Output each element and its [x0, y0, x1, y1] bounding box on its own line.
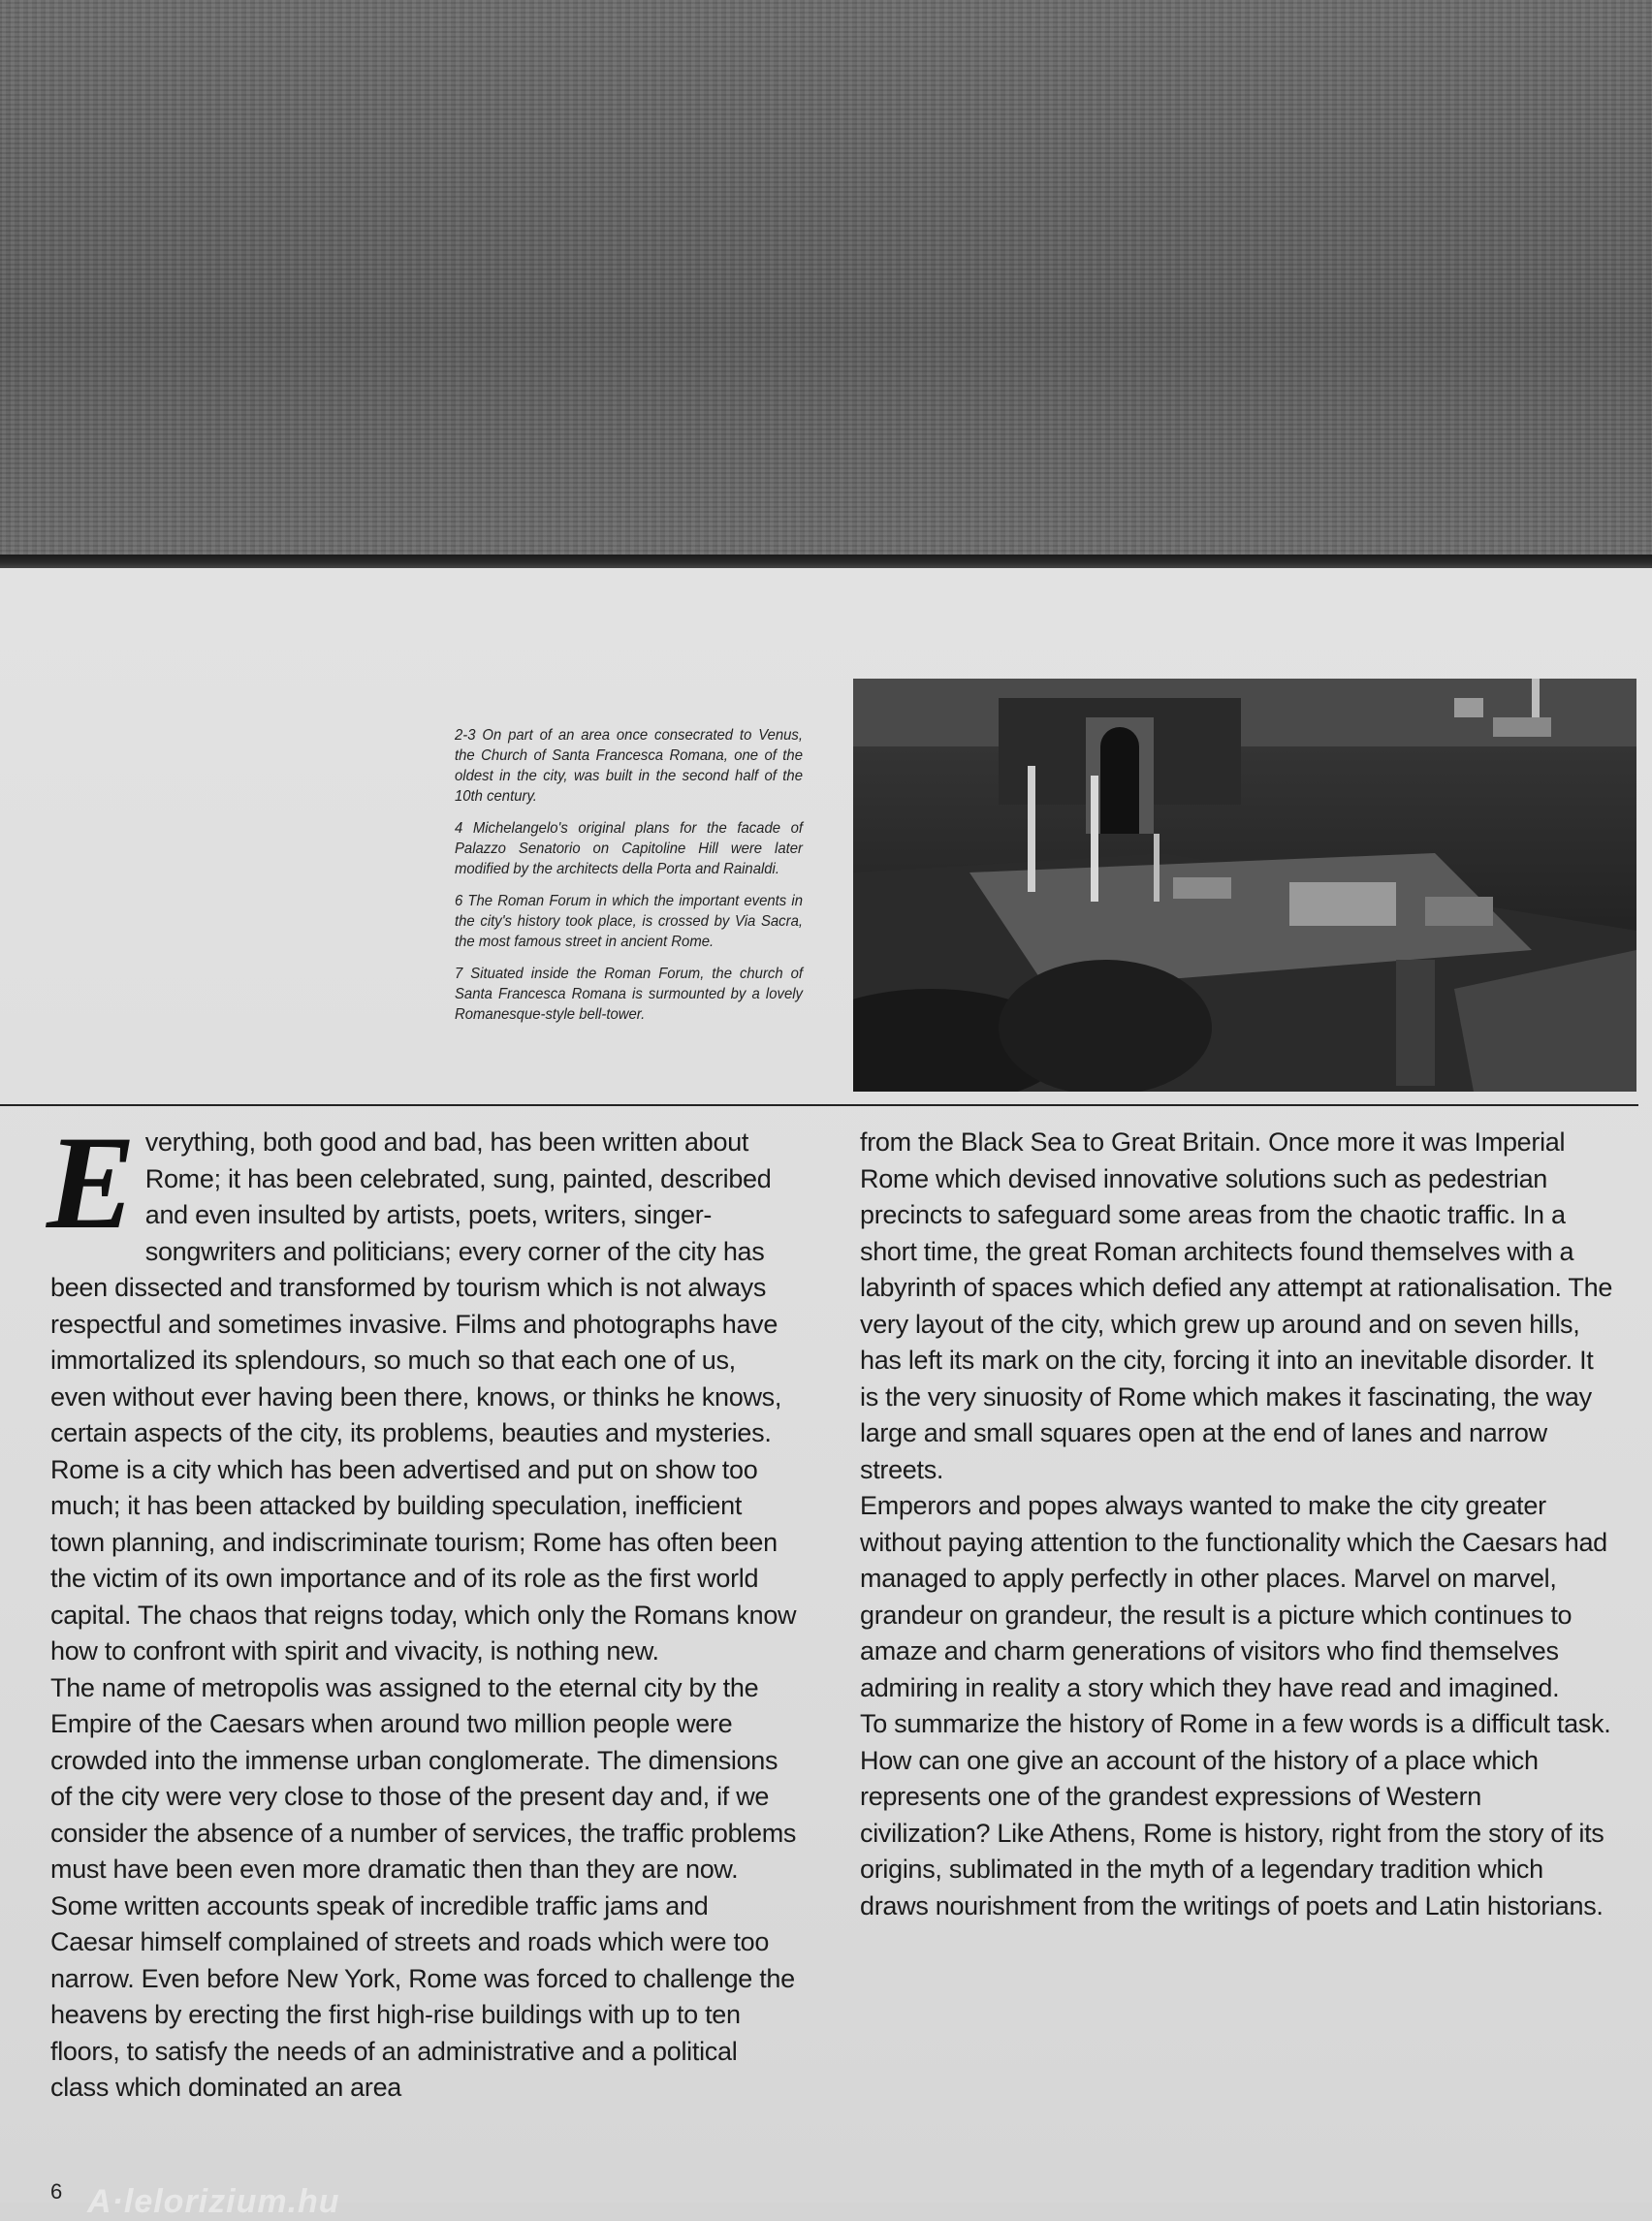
paragraph: from the Black Sea to Great Britain. Once more it was Imperial Rome which devised innovative solutions such as pedestrian precincts to safeguard some areas from the chaotic traffic. In a short time, the great Roman architects found themselves with a labyrinth of spaces which defied any attempt at rationalisation. The very layout of the city, which grew up around and on seven hills, has left its mark on the city, forcing it into an inevitable disorder. It is the very sinuosity of Rome which makes it fascinating, the way large and small squares open at the end of lanes and narrow streets. [860, 1127, 1613, 1484]
body-text-left-column [47, 1108, 797, 2107]
background-table-surface [0, 0, 1652, 555]
paragraph: To summarize the history of Rome in a few words is a difficult task. How can one give an account of the history of a place which represents one of the grandest expressions of Western civilization? Like Athens, Rome is history, right from the story of its origins, sublimated in the myth of a legendary tradition which draws nourishment from the writings of poets and Latin historians. [860, 1709, 1611, 1920]
drop-cap: E [47, 1108, 136, 1256]
section-divider [0, 1104, 1638, 1106]
caption-7: 7 Situated inside the Roman Forum, the church of Santa Francesca Romana is surmounted by a lovely Romanesque-style bell-tower. [455, 966, 803, 1023]
body-text-right-column [860, 1125, 1616, 1924]
roman-forum-photo [853, 679, 1636, 1092]
book-top-edge [0, 555, 1652, 568]
page-number: 6 [50, 2179, 63, 2204]
caption-6: 6 The Roman Forum in which the important events in the city's history took place, is crossed by Via Sacra, the most famous street in ancient Rome. [455, 893, 803, 950]
paragraph: Rome is a city which has been advertised and put on show too much; it has been attacked by building speculation, inefficient town planning, and indiscriminate tourism; Rome has often been the victim of its own importance and of its role as the first world capital. The chaos that reigns today, which only the Romans know how to confront with spirit and vivacity, is nothing new. [50, 1454, 797, 1666]
caption-2-3: 2-3 On part of an area once consecrated to Venus, the Church of Santa Francesca Romana, one of the oldest in the city, was built in the second half of the 10th century. [455, 727, 803, 805]
paragraph: Emperors and popes always wanted to make the city greater without paying attention to the functionality which the Caesars had managed to apply perfectly in other places. Marvel on marvel, grandeur on grandeur, the result is a picture which continues to amaze and charm generations of visitors who find themselves admiring in reality a story which they have read and imagined. [860, 1491, 1607, 1702]
caption-4: 4 Michelangelo's original plans for the facade of Palazzo Senatorio on Capitoline Hill were later modified by the architects della Porta and Rainaldi. [455, 820, 803, 877]
paragraph: The name of metropolis was assigned to the eternal city by the Empire of the Caesars when around two million people were crowded into the immense urban conglomerate. The dimensions of the city were very close to those of the present day and, if we consider the absence of a number of services, the traffic problems must have been even more dramatic then than they are now. Some written accounts speak of incredible traffic jams and Caesar himself complained of streets and roads which were too narrow. Even before New York, Rome was forced to challenge the heavens by erecting the first high-rise buildings with up to ten floors, to satisfy the needs of an administrative and a political class which dominated an area [50, 1672, 797, 2102]
watermark: A·lelorizium.hu [87, 2183, 340, 2220]
photo-captions [455, 725, 803, 1036]
paragraph: Everything, both good and bad, has been written about Rome; it has been celebrated, sung, painted, described and even insulted by artists, poets, writers, singer-songwriters and politicians; every corner of the city has been dissected and transformed by tourism which is not always respectful and sometimes invasive. Films and photographs have immortalized its splendours, so much so that each one of us, even without ever having been there, knows, or thinks he knows, certain aspects of the city, its problems, beauties and mysteries. [47, 1108, 782, 1447]
